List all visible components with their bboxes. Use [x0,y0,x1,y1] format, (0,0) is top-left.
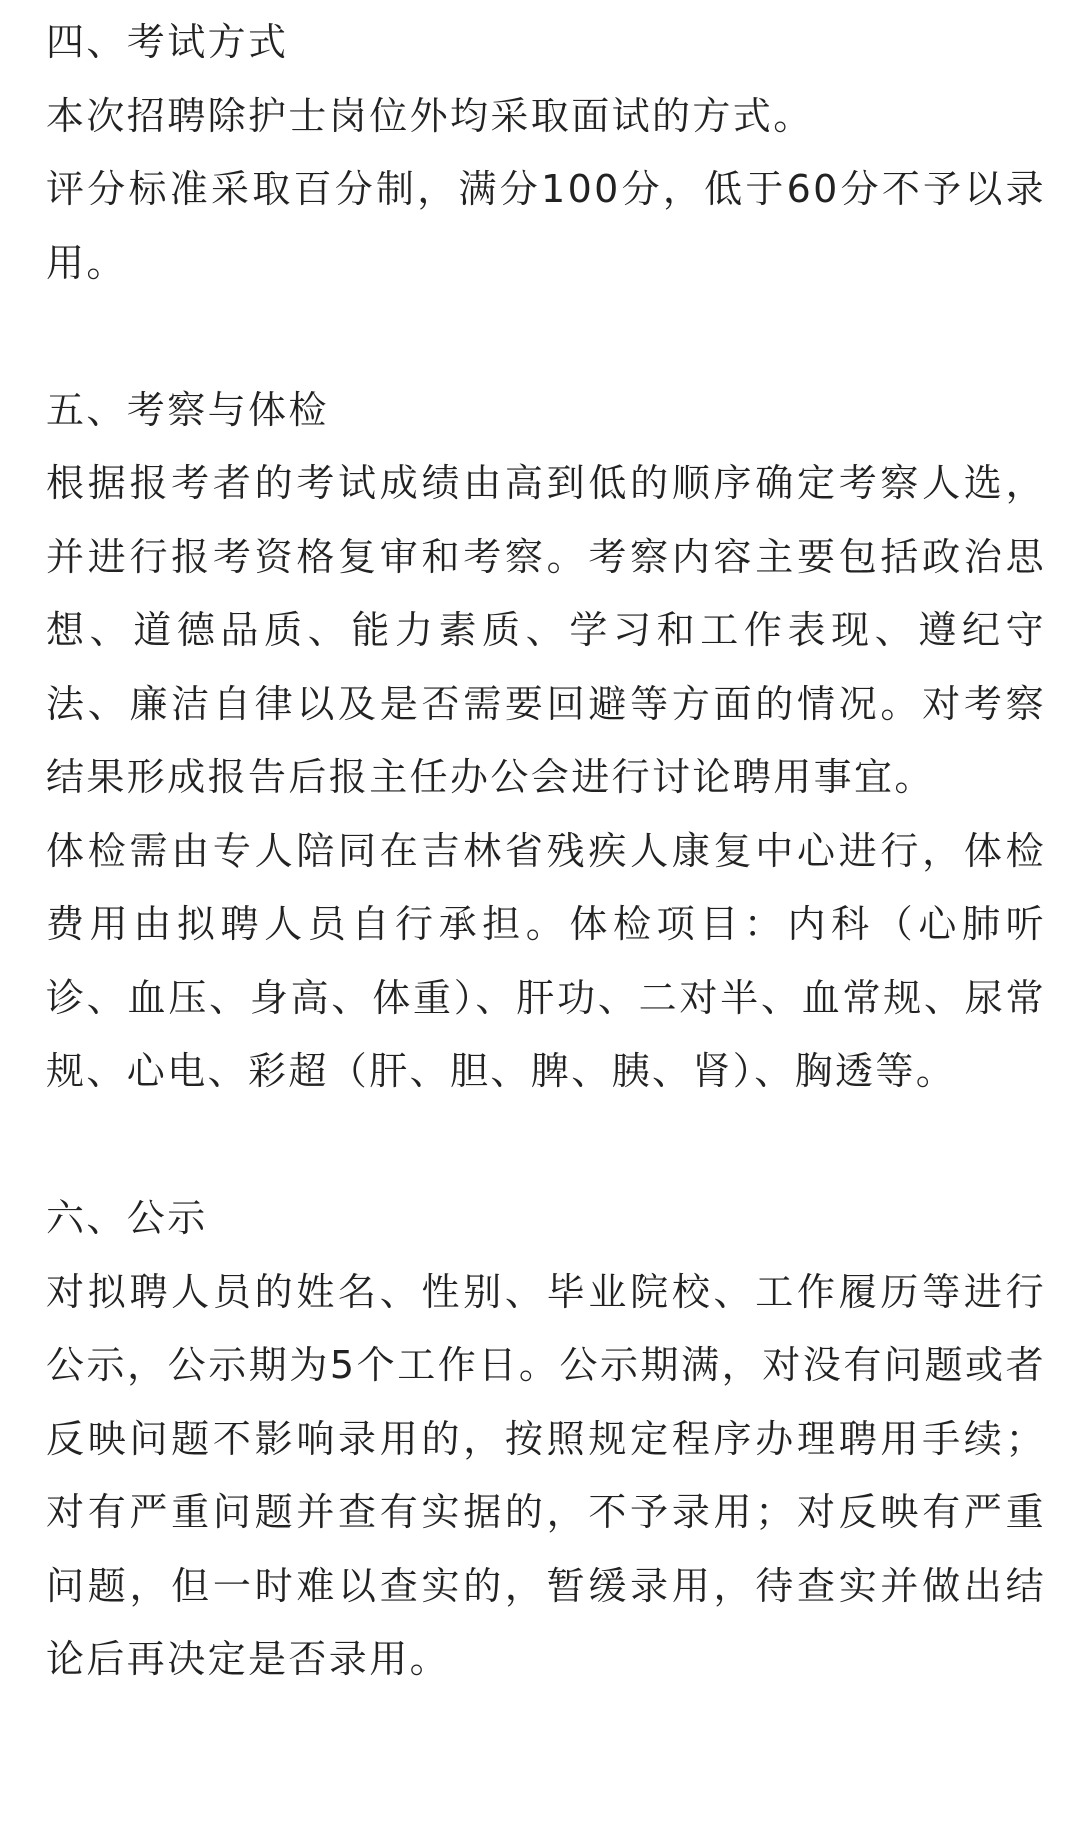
section-exam-method [46,6,1046,300]
document-body [46,6,1046,1697]
paragraph: 根据报考者的考试成绩由高到低的顺序确定考察人选，并进行报考资格复审和考察。考察内容主要包括政治思想、道德品质、能力素质、学习和工作表现、遵纪守法、廉洁自律以及是否需要回避等方面的情况。对考察结果形成报告后报主任办公会进行讨论聘用事宜。 [46,461,1046,799]
section-heading: 五、考察与体检 [46,387,329,432]
paragraph: 本次招聘除护士岗位外均采取面试的方式。 [46,93,814,138]
paragraph: 评分标准采取百分制，满分100分，低于60分不予以录用。 [46,167,1046,285]
paragraph: 体检需由专人陪同在吉林省残疾人康复中心进行，体检费用由拟聘人员自行承担。体检项目：内科（心肺听诊、血压、身高、体重）、肝功、二对半、血常规、尿常规、心电、彩超（肝、胆、脾、胰、肾）、胸透等。 [46,828,1046,1093]
section-heading: 六、公示 [46,1196,208,1240]
section-inspection-and-medical [46,374,1046,1109]
paragraph: 对拟聘人员的姓名、性别、毕业院校、工作履历等进行公示，公示期为5个工作日。公示期满，对没有问题或者反映问题不影响录用的，按照规定程序办理聘用手续；对有严重问题并查有实据的，不予录用；对反映有严重问题，但一时难以查实的，暂缓录用，待查实并做出结论后再决定是否录用。 [46,1269,1046,1681]
section-heading: 四、考试方式 [46,20,289,64]
section-publicity [46,1182,1046,1697]
